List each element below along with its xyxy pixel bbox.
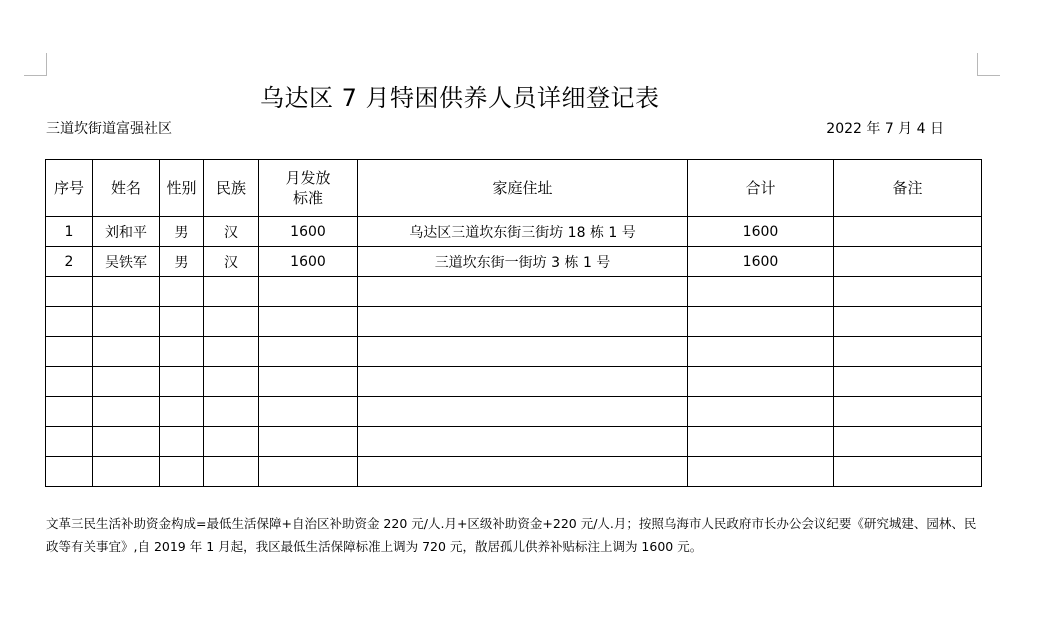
registration-table	[45, 159, 982, 487]
header-gender: 性别	[160, 160, 204, 217]
cell-total	[688, 367, 834, 397]
cell-remarks	[834, 337, 982, 367]
cell-gender	[160, 457, 204, 487]
header-name: 姓名	[93, 160, 160, 217]
page-corner-mark-top-left	[24, 53, 47, 76]
table-row	[46, 457, 982, 487]
cell-total	[688, 457, 834, 487]
cell-ethnicity	[204, 427, 259, 457]
cell-serial-number	[46, 337, 93, 367]
cell-ethnicity: 汉	[204, 217, 259, 247]
cell-remarks	[834, 457, 982, 487]
cell-serial-number	[46, 397, 93, 427]
cell-gender	[160, 397, 204, 427]
cell-remarks	[834, 367, 982, 397]
cell-name: 吴铁军	[93, 247, 160, 277]
cell-serial-number	[46, 457, 93, 487]
cell-remarks	[834, 217, 982, 247]
cell-ethnicity	[204, 307, 259, 337]
document-date: 2022 年 7 月 4 日	[826, 121, 944, 137]
cell-name: 刘和平	[93, 217, 160, 247]
cell-home-address: 乌达区三道坎东街三街坊 18 栋 1 号	[358, 217, 688, 247]
table-row	[46, 277, 982, 307]
header-monthly-standard: 月发放 标准	[259, 160, 358, 217]
cell-name	[93, 307, 160, 337]
table-row	[46, 397, 982, 427]
cell-total	[688, 337, 834, 367]
table-header-row	[46, 160, 982, 217]
table-row	[46, 307, 982, 337]
page-corner-mark-top-right	[977, 53, 1000, 76]
table-row	[46, 337, 982, 367]
cell-total	[688, 427, 834, 457]
cell-total: 1600	[688, 247, 834, 277]
community-name: 三道坎街道富强社区	[46, 121, 172, 137]
cell-home-address: 三道坎东街一街坊 3 栋 1 号	[358, 247, 688, 277]
cell-name	[93, 397, 160, 427]
cell-monthly-standard: 1600	[259, 217, 358, 247]
cell-monthly-standard	[259, 307, 358, 337]
cell-remarks	[834, 307, 982, 337]
cell-monthly-standard: 1600	[259, 247, 358, 277]
cell-name	[93, 367, 160, 397]
cell-serial-number	[46, 307, 93, 337]
cell-home-address	[358, 457, 688, 487]
cell-name	[93, 277, 160, 307]
cell-ethnicity	[204, 337, 259, 367]
cell-ethnicity	[204, 277, 259, 307]
cell-remarks	[834, 247, 982, 277]
cell-serial-number	[46, 277, 93, 307]
cell-gender	[160, 307, 204, 337]
cell-ethnicity: 汉	[204, 247, 259, 277]
cell-name	[93, 337, 160, 367]
cell-monthly-standard	[259, 427, 358, 457]
header-ethnicity: 民族	[204, 160, 259, 217]
cell-monthly-standard	[259, 277, 358, 307]
cell-ethnicity	[204, 397, 259, 427]
cell-serial-number	[46, 427, 93, 457]
cell-name	[93, 427, 160, 457]
cell-name	[93, 457, 160, 487]
header-remarks: 备注	[834, 160, 982, 217]
cell-monthly-standard	[259, 397, 358, 427]
cell-serial-number: 2	[46, 247, 93, 277]
cell-total	[688, 277, 834, 307]
header-serial-number: 序号	[46, 160, 93, 217]
cell-gender	[160, 367, 204, 397]
cell-gender: 男	[160, 217, 204, 247]
cell-home-address	[358, 307, 688, 337]
cell-ethnicity	[204, 367, 259, 397]
table-row	[46, 367, 982, 397]
cell-gender	[160, 337, 204, 367]
cell-ethnicity	[204, 457, 259, 487]
cell-monthly-standard	[259, 457, 358, 487]
cell-gender	[160, 427, 204, 457]
cell-remarks	[834, 397, 982, 427]
cell-home-address	[358, 337, 688, 367]
cell-monthly-standard	[259, 367, 358, 397]
cell-home-address	[358, 277, 688, 307]
cell-home-address	[358, 397, 688, 427]
cell-serial-number: 1	[46, 217, 93, 247]
header-home-address: 家庭住址	[358, 160, 688, 217]
cell-total	[688, 397, 834, 427]
cell-home-address	[358, 367, 688, 397]
cell-gender: 男	[160, 247, 204, 277]
cell-total	[688, 307, 834, 337]
cell-gender	[160, 277, 204, 307]
footnote-text: 文革三民生活补助资金构成=最低生活保障+自治区补助资金 220 元/人.月+区级补助资金+220 元/人.月；按照乌海市人民政府市长办公会议纪要《研究城建、园林、民政等有关事宜》,自 2019 年 1 月起，我区最低生活保障标准上调为 720 元，散居孤儿供养补贴标注上调为 1600 元。	[46, 516, 977, 554]
table-row	[46, 247, 982, 277]
table-row	[46, 427, 982, 457]
cell-serial-number	[46, 367, 93, 397]
cell-total: 1600	[688, 217, 834, 247]
cell-monthly-standard	[259, 337, 358, 367]
table-row	[46, 217, 982, 247]
header-total: 合计	[688, 160, 834, 217]
document-title: 乌达区 7 月特困供养人员详细登记表	[260, 84, 660, 112]
cell-remarks	[834, 277, 982, 307]
cell-remarks	[834, 427, 982, 457]
cell-home-address	[358, 427, 688, 457]
